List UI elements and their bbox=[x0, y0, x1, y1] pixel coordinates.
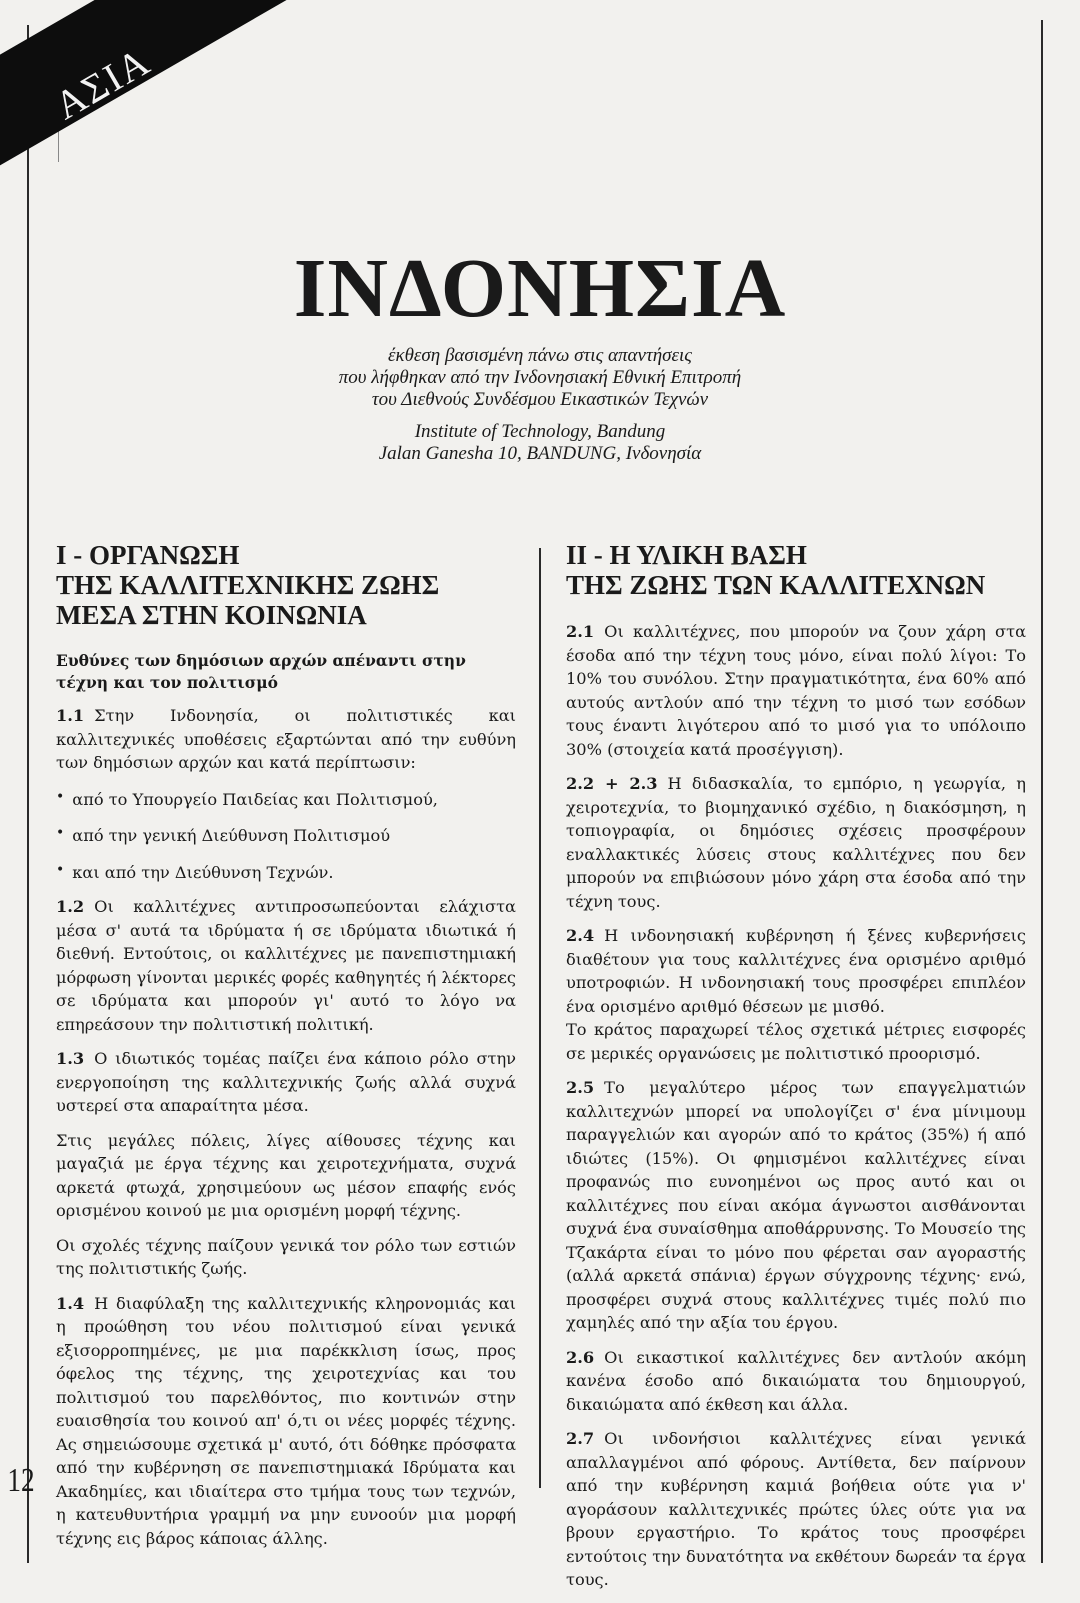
section-2-heading bbox=[566, 540, 1026, 600]
paragraph-text: Ο ιδιωτικός τομέας παίζει ένα κάποιο ρόλο στην ενεργοποίηση της καλλιτεχνικής ζωής αλλά συχνά υστερεί στα απαραίτητα μέσα. bbox=[56, 1049, 516, 1115]
bullet-item: • από την γενική Διεύθυνση Πολιτισμού bbox=[56, 822, 516, 848]
address-line: Jalan Ganesha 10, BANDUNG, Ινδονησία bbox=[378, 443, 702, 464]
paragraph-number: 2.4 bbox=[566, 926, 595, 945]
paragraph-text: Οι καλλιτέχνες αντιπροσωπεύονται ελάχιστα μέσα σ' αυτά τα ιδρύματα ή σε ιδρύματα ιδιωτικά ή διεθνή. Εντούτοις, οι καλλιτέχνες με πανεπιστημιακή μόρφωση γίνονται μερικές φορές καθηγητές ή λέκτορες σε ιδρύματα και μπορούν γι' αυτό το λόγο να επηρεάσουν την πολιτιστική πολιτική. bbox=[56, 897, 516, 1034]
column-right bbox=[566, 540, 1026, 1603]
heading-line: ΙΙ - Η ΥΛΙΚΗ ΒΑΣΗ bbox=[566, 540, 807, 570]
bullet-item: • από το Υπουργείο Παιδείας και Πολιτισμού, bbox=[56, 786, 516, 812]
paragraph-2-4 bbox=[566, 924, 1026, 1018]
paragraph-text: Η διαφύλαξη της καλλιτεχνικής κληρονομιάς και η προώθηση του νέου πολιτισμού είναι γενικά εξισορροπημένες, με μια παρέκκλιση ίσως, προς όφελος της τέχνης, της χειροτεχνίας και του πολιτισμού του παρελθόντος, πιο κοντινών στην ευαισθησία του κοινού απ' ό,τι οι νέες μορφές τέχνης. Ας σημειώσουμε σχετικά μ' αυτό, ότι δόθηκε πρόσφατα από την κυβέρνηση σε πανεπιστημιακά Ιδρύματα και Ακαδημίες, και ιδιαίτερα στο τμήμα τους των τεχνών, η κατευθυντήρια γραμμή να μην ευνοούν μια μορφή τέχνης εις βάρος κάποιας άλλης. bbox=[56, 1293, 516, 1548]
paragraph-2-7 bbox=[566, 1427, 1026, 1592]
paragraph-1-3c: Οι σχολές τέχνης παίζουν γενικά τον ρόλο των εστιών της πολιτιστικής ζωής. bbox=[56, 1235, 516, 1278]
paragraph-text: Η ινδονησιακή κυβέρνηση ή ξένες κυβερνήσεις διαθέτουν για τους καλλιτέχνες ένα ορισμένο αριθμό υποτροφιών. Η ινδονησιακή τους προσφέρει επιπλέον ένα ορισμένο αριθμό θέσεων με μισθό. bbox=[566, 926, 1026, 1016]
column-left bbox=[56, 540, 516, 1561]
paragraph-2-2 bbox=[566, 772, 1026, 913]
paragraph-1-3 bbox=[56, 1047, 516, 1118]
paragraph-text: Το μεγαλύτερο μέρος των επαγγελματιών καλλιτεχνών μπορεί να υπολογίζει σ' ένα μίνιμουμ παραγγελιών και αγορών από το κράτος (35%) ή από ιδιώτες (15%). Οι φημισμένοι καλλιτέχνες είναι προφανώς πιο ευνοημένοι ως προς αυτό και οι καλλιτέχνες που είναι ακόμα άγνωστοι αισθάνονται συχνά ένα συναίσθημα αποθάρρυνσης. Το Μουσείο της Τζακάρτα είναι το μόνο που φέρεται σαν αγοραστής (αλλά αρκετά σπάνια) έργων σύγχρονης τέχνης· ενώ, προσφέρει συχνά στους καλλιτέχνες τιμές πολύ πιο χαμηλές από την αξία του έργου. bbox=[566, 1078, 1026, 1332]
paragraph-text: Στην Ινδονησία, οι πολιτιστικές και καλλιτεχνικές υποθέσεις εξαρτώνται από την ευθύνη των δημόσιων αρχών και κατά περίπτωσιν: bbox=[56, 706, 516, 772]
paragraph-number: 2.5 bbox=[566, 1078, 595, 1097]
page-subtitle bbox=[0, 345, 1080, 465]
paragraph-1-4 bbox=[56, 1292, 516, 1551]
subtitle-line: έκθεση βασισμένη πάνω στις απαντήσεις bbox=[387, 345, 693, 366]
paragraph-text: Η διδασκαλία, το εμπόριο, η γεωργία, η χειροτεχνία, το βιομηχανικό σχέδιο, η διακόσμηση, η τοπιογραφία, οι δημόσιες σχέσεις προσφέρουν εναλλακτικές λύσεις στους καλλιτέχνες που δεν μπορούν να επιβιώσουν μόνο χάρη στα έσοδα από την τέχνη τους. bbox=[566, 774, 1026, 911]
paragraph-text: Οι καλλιτέχνες, που μπορούν να ζουν χάρη στα έσοδα από την τέχνη τους μόνο, είναι πολύ λίγοι: Το 10% του συνόλου. Στην πραγματικότητα, ένα 60% από αυτούς αντλούν από την τέχνη το μισό των εσόδων τους έναντι λιγότερου από το μισό για το υπόλοιπο 30% (στοιχεία κατά προσέγγιση). bbox=[566, 622, 1026, 759]
heading-line: ΜΕΣΑ ΣΤΗΝ ΚΟΙΝΩΝΙΑ bbox=[56, 600, 367, 630]
paragraph-2-1 bbox=[566, 620, 1026, 761]
subtitle-line: που λήφθηκαν από την Ινδονησιακή Εθνική Επιτροπή bbox=[338, 367, 742, 388]
paragraph-number: 1.3 bbox=[56, 1049, 85, 1068]
paragraph-1-3b: Στις μεγάλες πόλεις, λίγες αίθουσες τέχνης και μαγαζιά με έργα τέχνης και χειροτεχνήματα, συχνά αρκετά φτωχά, χρησιμεύουν ως μέσον επαφής ενός ορισμένου κοινού με μια ορισμένη μορφή τέχνης. bbox=[56, 1130, 516, 1220]
paragraph-number: 2.7 bbox=[566, 1429, 595, 1448]
section-1-heading bbox=[56, 540, 516, 630]
paragraph-number: 2.2 + 2.3 bbox=[566, 774, 658, 793]
subtitle-line: του Διεθνούς Συνδέσμου Εικαστικών Τεχνών bbox=[371, 389, 709, 410]
section-1-subheading: Ευθύνες των δημόσιων αρχών απέναντι στην τέχνη και τον πολιτισμό bbox=[56, 651, 466, 692]
paragraph-text: Οι ινδονήσιοι καλλιτέχνες είναι γενικά απαλλαγμένοι από φόρους. Αντίθετα, δεν παίρνουν από την κυβέρνηση καμιά βοήθεια ούτε για ν' αγοράσουν καλλιτεχνικές πρώτες ύλες ούτε για να βρουν εργαστήριο. Το κράτος τους προσφέρει εντούτοις την δυνατότητα να εκθέτουν δωρεάν τα έργα τους. bbox=[566, 1429, 1026, 1589]
heading-line: ΤΗΣ ΖΩΗΣ ΤΩΝ ΚΑΛΛΙΤΕΧΝΩΝ bbox=[566, 570, 986, 600]
address-line: Institute of Technology, Bandung bbox=[414, 421, 666, 442]
paragraph-number: 2.6 bbox=[566, 1347, 595, 1367]
paragraph-text: Οι εικαστικοί καλλιτέχνες δεν αντλούν ακόμη κανένα έσοδο από δικαιώματα του δημιουργού, δικαιώματα από έκθεση και άλλα. bbox=[566, 1347, 1026, 1414]
paragraph-1-2 bbox=[56, 895, 516, 1036]
paragraph-number: 1.2 bbox=[56, 897, 85, 916]
paragraph-number: 2.1 bbox=[566, 622, 595, 641]
paragraph-2-6 bbox=[566, 1346, 1026, 1417]
paragraph-1-1 bbox=[56, 704, 516, 775]
column-divider bbox=[539, 548, 541, 1488]
region-banner-label: ΑΣΙΑ bbox=[47, 37, 159, 129]
paragraph-2-5 bbox=[566, 1076, 1026, 1335]
page-title: ΙΝΔΟΝΗΣΙΑ bbox=[293, 242, 787, 335]
bullet-item: • και από την Διεύθυνση Τεχνών. bbox=[56, 859, 516, 885]
page-number: 12 bbox=[7, 1462, 35, 1499]
paragraph-2-4b: Το κράτος παραχωρεί τέλος σχετικά μέτριες εισφορές σε μερικές οργανώσεις με πολιτιστικό προορισμό. bbox=[566, 1020, 1026, 1063]
heading-line: ΤΗΣ ΚΑΛΛΙΤΕΧΝΙΚΗΣ ΖΩΗΣ bbox=[56, 570, 440, 600]
paragraph-number: 1.4 bbox=[56, 1293, 85, 1313]
paragraph-number: 1.1 bbox=[56, 706, 85, 725]
heading-line: Ι - ΟΡΓΑΝΩΣΗ bbox=[56, 540, 240, 570]
